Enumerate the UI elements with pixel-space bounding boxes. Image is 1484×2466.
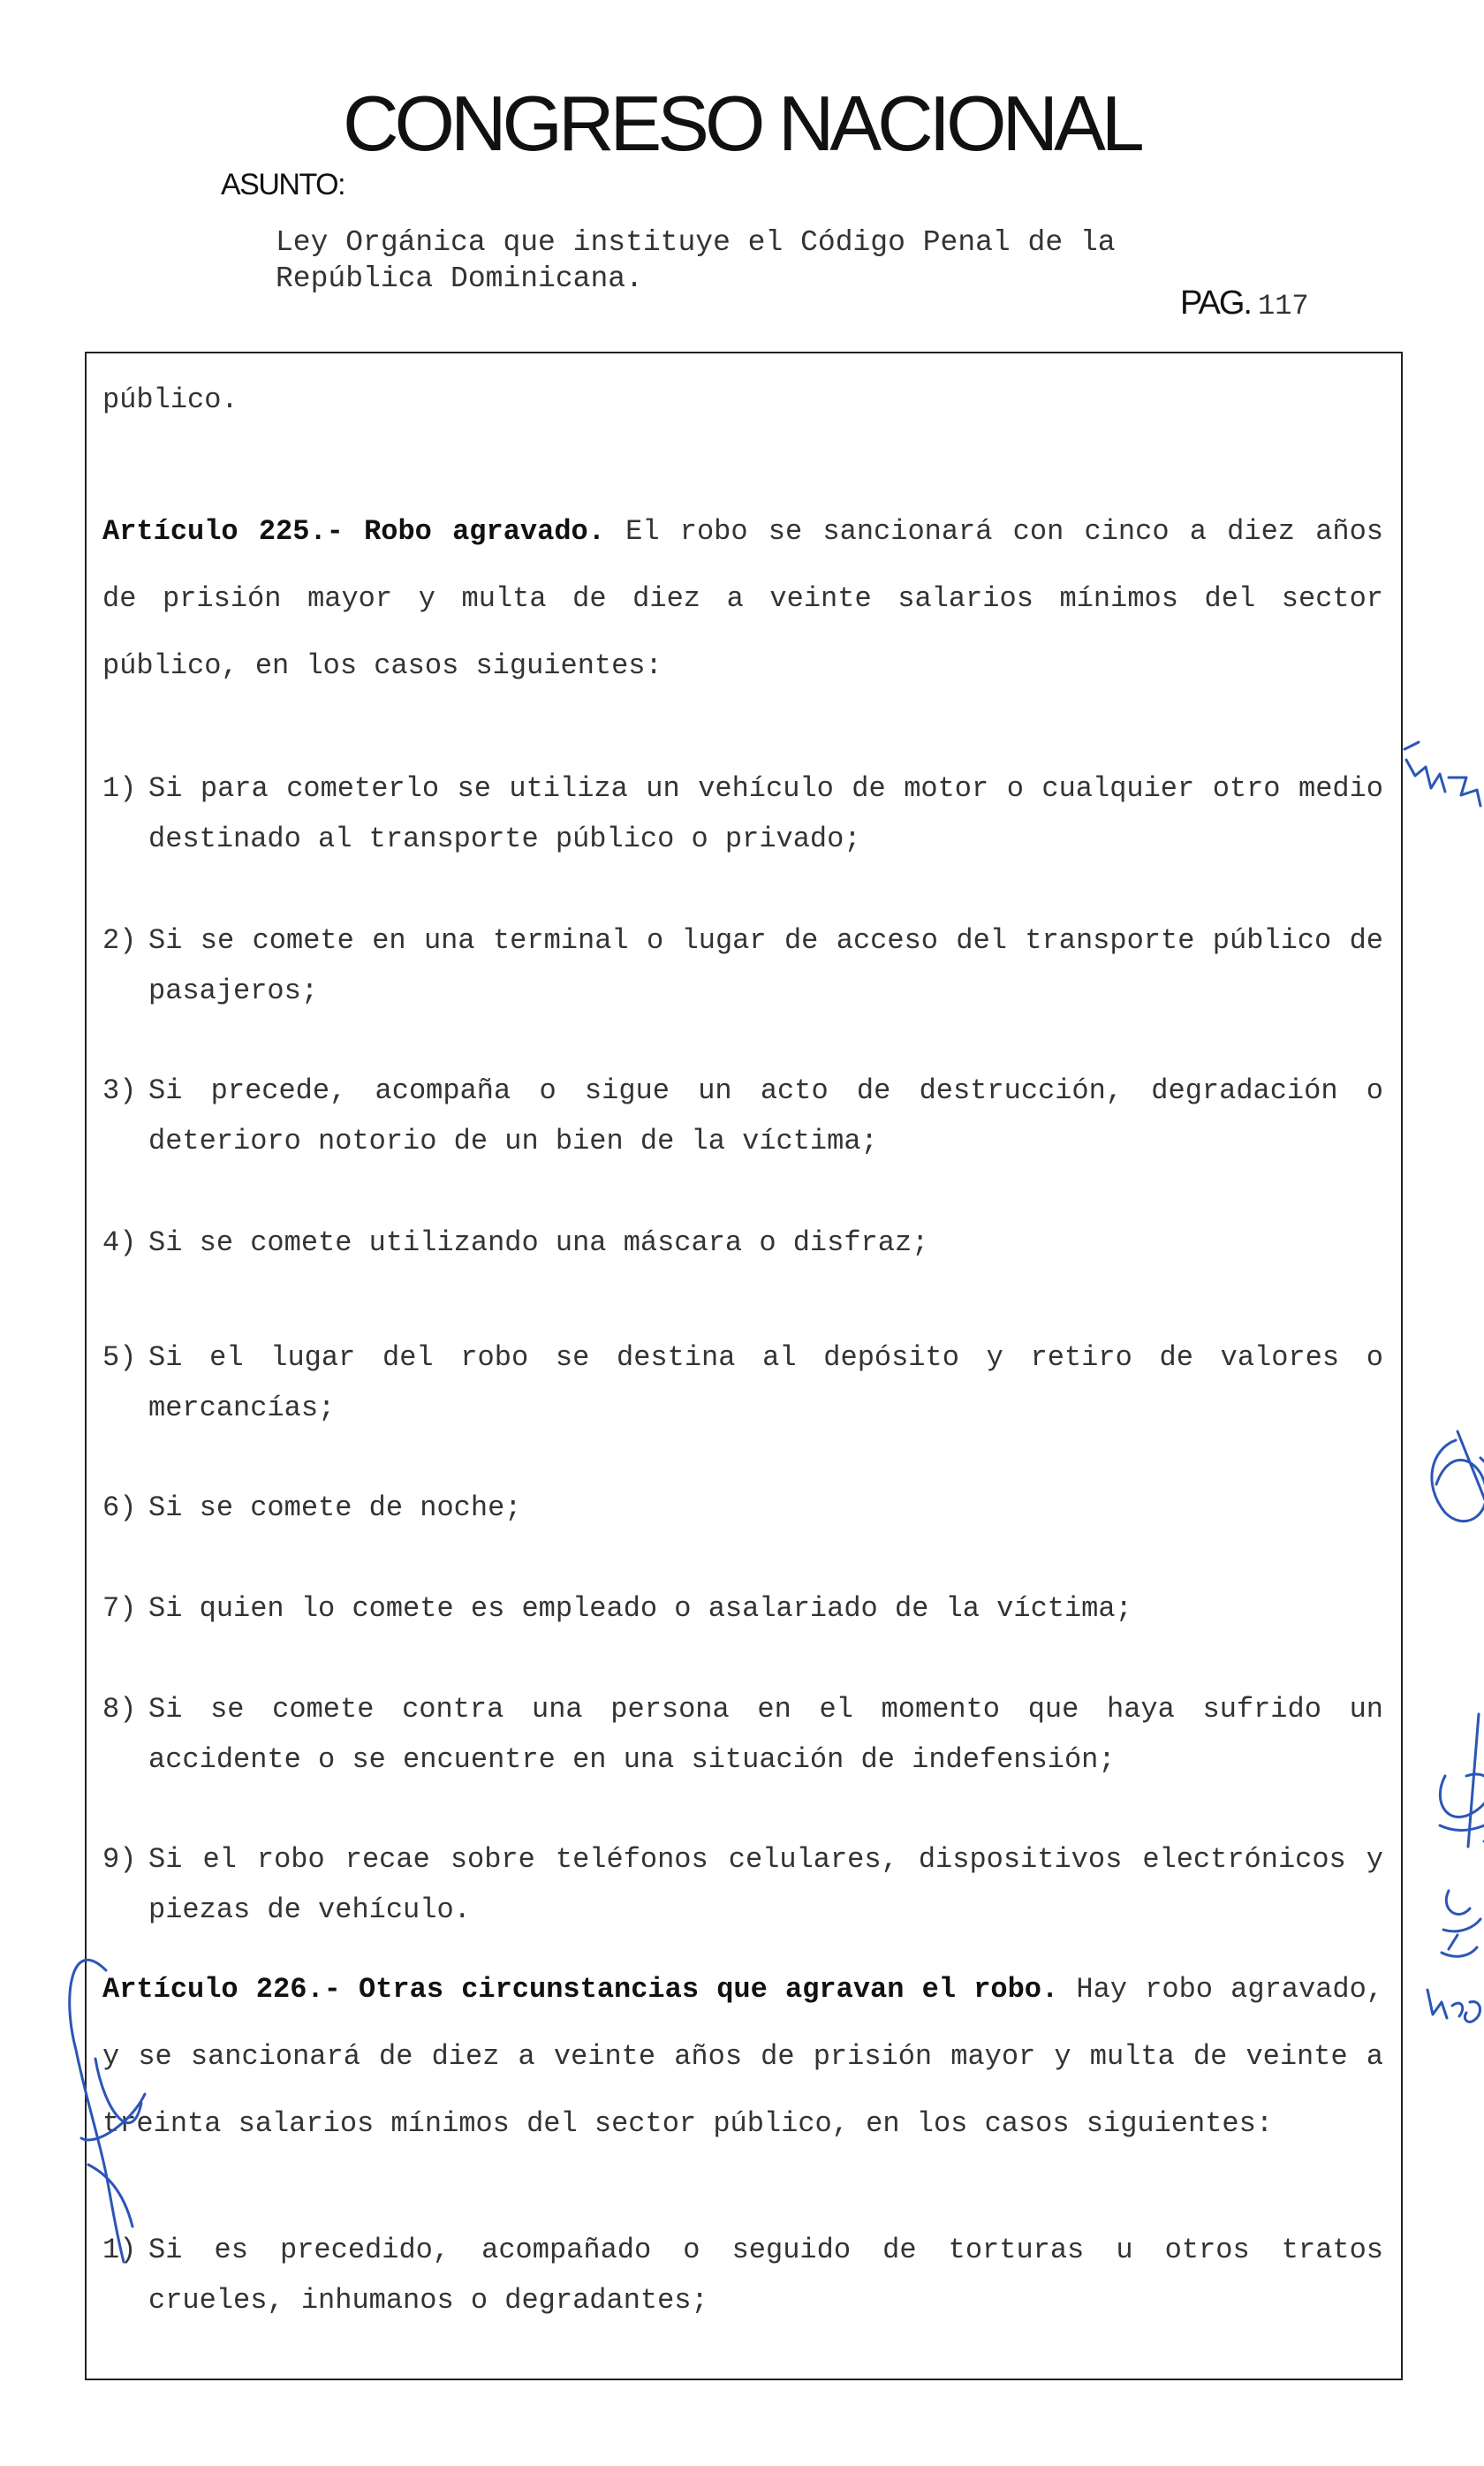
article-225-text: El robo se sancionará con cinco a diez años de prisión mayor y multa de diez a veinte salarios mínimos del sector público, en los casos siguientes: [102,515,1384,682]
item-text: Si el lugar del robo se destina al depósito y retiro de valores o mercancías; [148,1341,1383,1424]
item-number: 4) [102,1226,137,1259]
initials-mark [1427,1990,1480,2022]
list-item [102,1684,1383,1785]
page-number: 117 [1258,290,1309,322]
article-226-paragraph [102,1956,1383,2158]
item-text: Si se comete contra una persona en el momento que haya sufrido un accidente o se encuentre en una situación de indefensión; [148,1693,1383,1776]
subject-text [276,224,1247,297]
signature-mark [1440,1714,1484,1847]
item-text: Si se comete utilizando una máscara o disfraz; [148,1226,929,1259]
list-item [102,1583,1383,1634]
item-text: Si para cometerlo se utiliza un vehículo de motor o cualquier otro medio destinado al transporte público o privado; [148,772,1383,855]
institution-title: CONGRESO NACIONAL [343,80,1140,167]
article-225-heading: Artículo 225.- Robo agravado. [102,515,605,548]
item-number: 5) [102,1341,137,1374]
item-number: 6) [102,1491,137,1524]
article-226-text: Hay robo agravado, y se sancionará de diez a veinte años de prisión mayor y multa de veinte a treinta salarios mínimos del sector público, en los casos siguientes: [102,1973,1384,2140]
initials-mark [1404,742,1480,806]
list-item [102,1332,1383,1433]
list-item [102,1066,1383,1166]
item-text: Si el robo recae sobre teléfonos celulares, dispositivos electrónicos y piezas de vehículo. [148,1843,1383,1926]
page-label: PAG. [1180,285,1251,322]
article-226-heading: Artículo 226.- Otras circunstancias que agravan el robo. [102,1973,1059,2006]
list-item [102,915,1383,1016]
list-item [102,1834,1383,1935]
item-number: 1) [102,2234,137,2266]
item-number: 9) [102,1843,137,1876]
item-text: Si es precedido, acompañado o seguido de torturas u otros tratos crueles, inhumanos o degradantes; [148,2234,1383,2317]
item-number: 7) [102,1592,137,1625]
continuation-text: público. [102,383,238,416]
signature-mark [1432,1431,1484,1521]
item-number: 2) [102,924,137,957]
item-text: Si se comete de noche; [148,1491,522,1524]
list-item [102,763,1383,864]
item-text: Si se comete en una terminal o lugar de acceso del transporte público de pasajeros; [148,924,1383,1007]
subject-line-1: Ley Orgánica que instituye el Código Penal de la [276,226,1116,259]
item-text: Si precede, acompaña o sigue un acto de destrucción, degradación o deterioro notorio de un bien de la víctima; [148,1074,1383,1157]
item-number: 3) [102,1074,137,1107]
list-item [102,2225,1383,2326]
page-indicator [1180,285,1309,322]
list-item [102,1218,1383,1268]
list-item [102,1483,1383,1533]
item-text: Si quien lo comete es empleado o asalariado de la víctima; [148,1592,1132,1625]
item-number: 1) [102,772,137,805]
article-225-paragraph [102,498,1383,700]
initials-mark [1442,1891,1480,1956]
item-number: 8) [102,1693,137,1726]
asunto-label: ASUNTO: [221,168,345,201]
subject-line-2: República Dominicana. [276,262,643,295]
